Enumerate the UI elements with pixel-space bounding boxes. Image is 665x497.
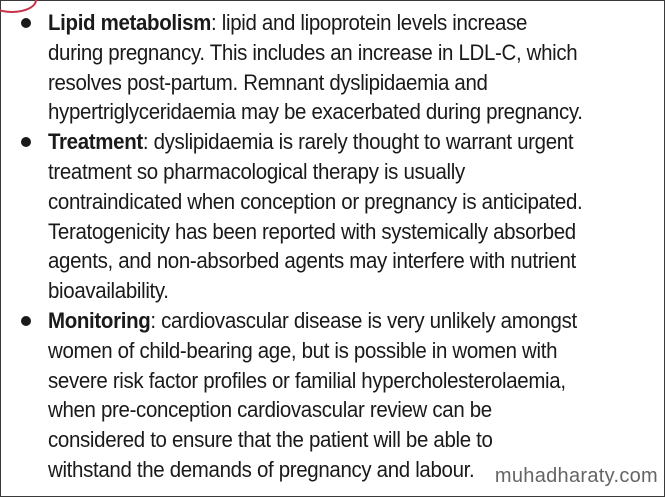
text-line — [48, 127, 606, 157]
text-line: women of child-bearing age, but is possible in women with — [48, 337, 558, 363]
text-line: considered to ensure that the patient will be able to — [48, 427, 493, 453]
text-line: agents, and non-absorbed agents may interfere with nutrient — [48, 248, 576, 274]
text-line: bioavailability. — [48, 278, 169, 304]
bullet-term: Treatment — [48, 129, 143, 155]
text-line: resolves post-partum. Remnant dyslipidaemia and — [48, 69, 488, 95]
bullet-text: : lipid and lipoprotein levels increase — [211, 10, 528, 35]
bullet-treatment — [1, 127, 648, 306]
text-line: Teratogenicity has been reported with systemically absorbed — [48, 218, 576, 244]
text-line: severe risk factor profiles or familial hypercholesterolaemia, — [48, 367, 566, 393]
text-line: contraindicated when conception or pregnancy is anticipated. — [48, 188, 583, 214]
watermark: muhadharaty.com — [494, 465, 658, 487]
bullet-dot-icon — [21, 316, 31, 326]
text-line: hypertriglyceridaemia may be exacerbated during pregnancy. — [48, 99, 583, 125]
text-line: treatment so pharmacological therapy is usually — [48, 158, 465, 184]
text-line: during pregnancy. This includes an increase in LDL-C, which — [48, 39, 578, 65]
bullet-text: : dyslipidaemia is rarely thought to warrant urgent — [142, 129, 574, 155]
text-line: when pre-conception cardiovascular review can be — [48, 397, 492, 423]
bullet-term: Monitoring — [48, 307, 151, 333]
bullet-monitoring — [1, 306, 648, 485]
bullet-list — [1, 8, 648, 485]
text-line — [48, 8, 606, 38]
bullet-text: : cardiovascular disease is very unlikely amongst — [150, 307, 577, 333]
text-line: withstand the demands of pregnancy and labour. — [48, 456, 475, 482]
bullet-lipid-metabolism — [1, 8, 648, 127]
text-line — [48, 306, 606, 336]
bullet-term: Lipid metabolism — [48, 10, 212, 35]
bullet-dot-icon — [21, 137, 31, 147]
bullet-dot-icon — [21, 18, 31, 28]
